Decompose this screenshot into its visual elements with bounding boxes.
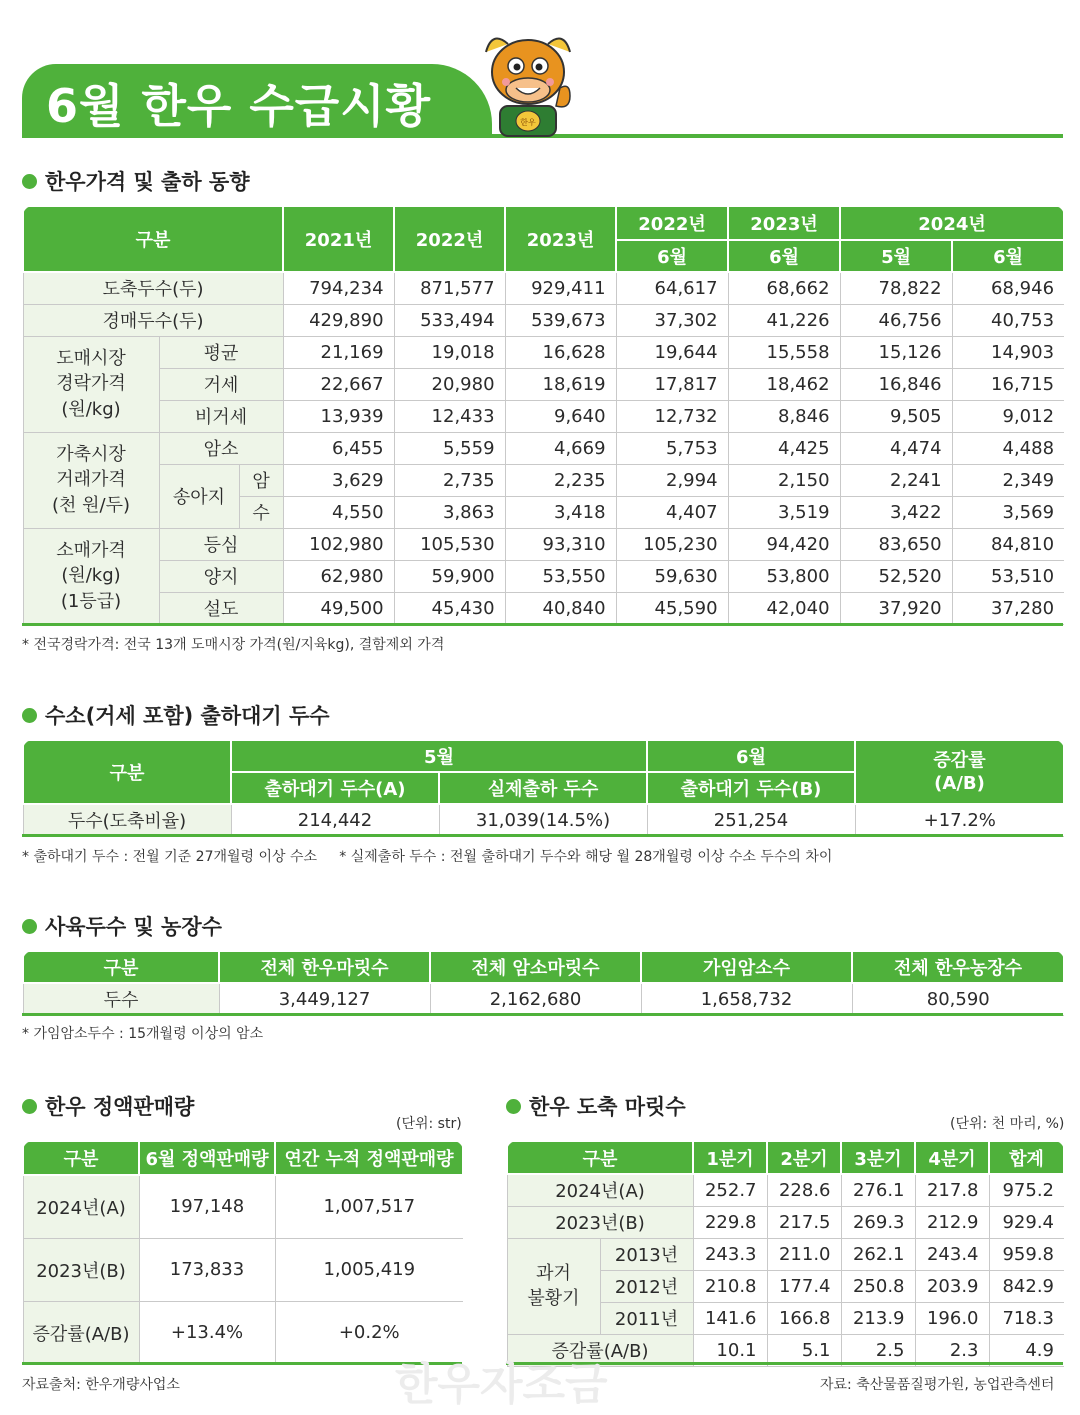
bullet-dot-icon — [22, 919, 37, 934]
table-row — [23, 592, 1064, 624]
table-cell: 19,018 — [394, 336, 505, 368]
table-bottom-rule — [22, 623, 1063, 626]
table-cell: 37,302 — [616, 304, 728, 336]
table-cell: 41,226 — [728, 304, 840, 336]
table-cell: 93,310 — [505, 528, 616, 560]
table-cell: 2,235 — [505, 464, 616, 496]
table-cell: 959.8 — [989, 1238, 1064, 1270]
table-row — [23, 528, 1064, 560]
table-cell: 52,520 — [840, 560, 952, 592]
table-cell: 송아지 — [159, 464, 239, 528]
table-header-cell: 2022년 — [616, 206, 728, 240]
table-cell: 평균 — [159, 336, 283, 368]
table-header-cell: 5월 — [840, 240, 952, 272]
table-cell: 539,673 — [505, 304, 616, 336]
table-row — [23, 400, 1064, 432]
table-cell: 거세 — [159, 368, 283, 400]
table-cell: 871,577 — [394, 272, 505, 304]
table-cell: 9,640 — [505, 400, 616, 432]
table-cell: 14,903 — [952, 336, 1064, 368]
section-semen-sales-heading: 한우 정액판매량 — [22, 1091, 194, 1121]
table-cell: 3,418 — [505, 496, 616, 528]
table-cell: 6,455 — [283, 432, 394, 464]
table-cell: 40,840 — [505, 592, 616, 624]
table-bottom-rule — [22, 834, 1063, 837]
table-header-cell: 2024년 — [840, 206, 1064, 240]
table-row — [507, 1174, 1064, 1206]
table-cell: 22,667 — [283, 368, 394, 400]
table-cell: 18,462 — [728, 368, 840, 400]
table-cell: 37,920 — [840, 592, 952, 624]
table-cell: 3,519 — [728, 496, 840, 528]
table-cell: 102,980 — [283, 528, 394, 560]
table-header-cell: 2023년 — [505, 206, 616, 272]
table-cell: 2,162,680 — [430, 983, 641, 1015]
table-cell: 251,254 — [647, 804, 855, 836]
table-cell: 262.1 — [841, 1238, 915, 1270]
table-cell: 975.2 — [989, 1174, 1064, 1206]
table-row — [23, 560, 1064, 592]
table-cell: 3,449,127 — [219, 983, 430, 1015]
table-cell: 4,488 — [952, 432, 1064, 464]
table-cell: 794,234 — [283, 272, 394, 304]
bull-waiting-table — [22, 739, 1065, 837]
table-cell: 196.0 — [915, 1302, 989, 1334]
table-cell: +0.2% — [275, 1301, 463, 1364]
table-cell: 16,715 — [952, 368, 1064, 400]
table-cell: 4,407 — [616, 496, 728, 528]
table-cell: 2.5 — [841, 1334, 915, 1366]
bull-table-note: * 출하대기 두수 : 전월 기준 27개월령 이상 수소 * 실제출하 두수 : 전월 출하대기 두수와 해당 월 28개월령 이상 수소 두수의 차이 — [22, 849, 833, 865]
table-header-cell: 증감률 (A/B) — [855, 740, 1064, 804]
table-cell: 2.3 — [915, 1334, 989, 1366]
price-table-note: * 전국경락가격: 전국 13개 도매시장 가격(원/지육kg), 결함제외 가격 — [22, 637, 445, 653]
table-row — [507, 1206, 1064, 1238]
table-header-cell: 전체 한우마릿수 — [219, 951, 430, 983]
table-cell: 2023년(B) — [23, 1238, 139, 1301]
svg-text:한우: 한우 — [520, 118, 536, 127]
table-cell: 도축두수(두) — [23, 272, 283, 304]
table-cell: 4,425 — [728, 432, 840, 464]
section-bull-waiting-heading: 수소(거세 포함) 출하대기 두수 — [22, 700, 330, 730]
table-cell: 252.7 — [693, 1174, 767, 1206]
table-row — [23, 983, 1064, 1015]
table-header-cell: 연간 누적 정액판매량 — [275, 1141, 463, 1175]
table-cell: 212.9 — [915, 1206, 989, 1238]
table-cell: 3,629 — [283, 464, 394, 496]
table-cell: 173,833 — [139, 1238, 275, 1301]
table-cell: 4.9 — [989, 1334, 1064, 1366]
table-cell: 2024년(A) — [507, 1174, 693, 1206]
table-bottom-rule — [22, 1013, 1063, 1016]
page-title: 6월 한우 수급시황 — [46, 79, 432, 133]
table-cell: 10.1 — [693, 1334, 767, 1366]
table-cell: 211.0 — [767, 1238, 841, 1270]
table-cell: 429,890 — [283, 304, 394, 336]
slaughter-unit: (단위: 천 마리, %) — [950, 1116, 1065, 1132]
table-cell: 수 — [239, 496, 283, 528]
semen-source: 자료출처: 한우개량사업소 — [22, 1377, 180, 1393]
table-cell: 842.9 — [989, 1270, 1064, 1302]
table-header-cell: 5월 — [231, 740, 647, 772]
table-cell: 증감률(A/B) — [507, 1334, 693, 1366]
table-cell: 두수 — [23, 983, 219, 1015]
table-cell: 1,005,419 — [275, 1238, 463, 1301]
table-row — [23, 1238, 463, 1301]
table-cell: 68,662 — [728, 272, 840, 304]
table-cell: 등심 — [159, 528, 283, 560]
table-cell: 40,753 — [952, 304, 1064, 336]
table-cell: 45,430 — [394, 592, 505, 624]
table-cell: 59,630 — [616, 560, 728, 592]
table-cell: 166.8 — [767, 1302, 841, 1334]
table-cell: 19,644 — [616, 336, 728, 368]
table-cell: 2013년 — [600, 1238, 693, 1270]
table-cell: 49,500 — [283, 592, 394, 624]
table-cell: 과거 불황기 — [507, 1238, 600, 1334]
table-cell: 37,280 — [952, 592, 1064, 624]
table-cell: 13,939 — [283, 400, 394, 432]
bullet-dot-icon — [22, 1099, 37, 1114]
table-cell: 59,900 — [394, 560, 505, 592]
table-row — [23, 368, 1064, 400]
table-header-cell: 3분기 — [841, 1141, 915, 1174]
table-cell: 2,150 — [728, 464, 840, 496]
table-header-cell: 실제출하 두수 — [439, 772, 647, 804]
table-cell: 9,505 — [840, 400, 952, 432]
table-cell: 80,590 — [852, 983, 1064, 1015]
table-row — [23, 432, 1064, 464]
table-cell: 1,007,517 — [275, 1175, 463, 1238]
table-cell: 18,619 — [505, 368, 616, 400]
table-header-cell: 4분기 — [915, 1141, 989, 1174]
table-cell: 21,169 — [283, 336, 394, 368]
table-cell: 105,230 — [616, 528, 728, 560]
table-cell: 45,590 — [616, 592, 728, 624]
table-header-cell: 6월 — [728, 240, 840, 272]
herd-farm-table — [22, 950, 1065, 1016]
section-herd-farm-heading: 사육두수 및 농장수 — [22, 911, 222, 941]
table-header-cell: 전체 암소마릿수 — [430, 951, 641, 983]
table-cell: 31,039(14.5%) — [439, 804, 647, 836]
table-cell: 4,669 — [505, 432, 616, 464]
table-cell: 12,433 — [394, 400, 505, 432]
table-cell: 암소 — [159, 432, 283, 464]
table-cell: 533,494 — [394, 304, 505, 336]
table-header-cell: 구분 — [23, 740, 231, 804]
table-header-cell: 2022년 — [394, 206, 505, 272]
table-cell: 15,558 — [728, 336, 840, 368]
bullet-dot-icon — [22, 174, 37, 189]
table-cell: 양지 — [159, 560, 283, 592]
table-header-cell: 합계 — [989, 1141, 1064, 1174]
table-cell: 217.8 — [915, 1174, 989, 1206]
table-cell: 53,510 — [952, 560, 1064, 592]
table-header-cell: 2023년 — [728, 206, 840, 240]
table-cell: 경매두수(두) — [23, 304, 283, 336]
table-cell: 42,040 — [728, 592, 840, 624]
table-cell: 68,946 — [952, 272, 1064, 304]
table-cell: 5.1 — [767, 1334, 841, 1366]
table-cell: 비거세 — [159, 400, 283, 432]
cow-mascot-icon — [478, 26, 578, 138]
table-header-cell: 출하대기 두수(B) — [647, 772, 855, 804]
table-cell: 3,863 — [394, 496, 505, 528]
table-cell: 15,126 — [840, 336, 952, 368]
table-cell: 228.6 — [767, 1174, 841, 1206]
table-cell: 276.1 — [841, 1174, 915, 1206]
table-cell: 8,846 — [728, 400, 840, 432]
table-cell: 94,420 — [728, 528, 840, 560]
table-cell: 105,530 — [394, 528, 505, 560]
table-cell: 203.9 — [915, 1270, 989, 1302]
table-row — [23, 804, 1064, 836]
table-cell: 소매가격 (원/kg) (1등급) — [23, 528, 159, 624]
table-cell: +17.2% — [855, 804, 1064, 836]
table-cell: 84,810 — [952, 528, 1064, 560]
table-header-cell: 구분 — [507, 1141, 693, 1174]
table-cell: 증감률(A/B) — [23, 1301, 139, 1364]
watermark-logo: 한우자조금 — [395, 1359, 608, 1410]
table-header-cell: 가임암소수 — [641, 951, 852, 983]
table-cell: 177.4 — [767, 1270, 841, 1302]
table-cell: 2,241 — [840, 464, 952, 496]
table-cell: 62,980 — [283, 560, 394, 592]
table-header-cell: 출하대기 두수(A) — [231, 772, 439, 804]
table-cell: 929.4 — [989, 1206, 1064, 1238]
table-cell: 16,846 — [840, 368, 952, 400]
table-header-cell: 전체 한우농장수 — [852, 951, 1064, 983]
table-cell: 141.6 — [693, 1302, 767, 1334]
table-header-cell: 6월 — [647, 740, 855, 772]
semen-unit: (단위: str) — [396, 1116, 462, 1132]
table-cell: 설도 — [159, 592, 283, 624]
bullet-dot-icon — [506, 1099, 521, 1114]
table-cell: 20,980 — [394, 368, 505, 400]
table-cell: 암 — [239, 464, 283, 496]
table-cell: 718.3 — [989, 1302, 1064, 1334]
price-shipping-table — [22, 205, 1065, 625]
table-cell: 4,474 — [840, 432, 952, 464]
table-header-cell: 6월 정액판매량 — [139, 1141, 275, 1175]
table-row — [23, 304, 1064, 336]
section-slaughter-count-heading: 한우 도축 마릿수 — [506, 1091, 686, 1121]
table-header-cell: 6월 — [952, 240, 1064, 272]
table-cell: 217.5 — [767, 1206, 841, 1238]
table-cell: 53,800 — [728, 560, 840, 592]
table-cell: 5,753 — [616, 432, 728, 464]
table-header-cell: 구분 — [23, 1141, 139, 1175]
table-cell: 도매시장 경락가격 (원/kg) — [23, 336, 159, 432]
table-header-cell: 6월 — [616, 240, 728, 272]
table-cell: 2,349 — [952, 464, 1064, 496]
table-cell: 53,550 — [505, 560, 616, 592]
table-cell: 2,994 — [616, 464, 728, 496]
table-cell: 3,569 — [952, 496, 1064, 528]
title-pill — [22, 64, 492, 138]
table-cell: 243.4 — [915, 1238, 989, 1270]
table-cell: 197,148 — [139, 1175, 275, 1238]
table-header-cell: 2분기 — [767, 1141, 841, 1174]
bullet-dot-icon — [22, 708, 37, 723]
table-cell: 3,422 — [840, 496, 952, 528]
table-cell: 2011년 — [600, 1302, 693, 1334]
table-row — [23, 272, 1064, 304]
table-cell: 83,650 — [840, 528, 952, 560]
table-cell: 64,617 — [616, 272, 728, 304]
table-cell: 2023년(B) — [507, 1206, 693, 1238]
table-cell: 2024년(A) — [23, 1175, 139, 1238]
table-cell: 5,559 — [394, 432, 505, 464]
table-cell: 1,658,732 — [641, 983, 852, 1015]
table-cell: 12,732 — [616, 400, 728, 432]
table-header-cell: 구분 — [23, 206, 283, 272]
table-header-cell: 구분 — [23, 951, 219, 983]
table-cell: 250.8 — [841, 1270, 915, 1302]
table-cell: 9,012 — [952, 400, 1064, 432]
table-cell: 78,822 — [840, 272, 952, 304]
table-cell: 두수(도축비율) — [23, 804, 231, 836]
table-cell: 210.8 — [693, 1270, 767, 1302]
table-row — [507, 1238, 1064, 1270]
table-row — [23, 464, 1064, 496]
slaughter-source: 자료: 축산물품질평가원, 농업관측센터 — [820, 1377, 1055, 1393]
table-cell: 2,735 — [394, 464, 505, 496]
table-cell: 213.9 — [841, 1302, 915, 1334]
slaughter-count-table — [506, 1140, 1065, 1367]
table-cell: 229.8 — [693, 1206, 767, 1238]
section-price-shipping-heading: 한우가격 및 출하 동향 — [22, 166, 250, 196]
table-cell: 214,442 — [231, 804, 439, 836]
table-header-cell: 1분기 — [693, 1141, 767, 1174]
table-cell: 17,817 — [616, 368, 728, 400]
table-cell: 243.3 — [693, 1238, 767, 1270]
table-cell: 929,411 — [505, 272, 616, 304]
table-cell: 16,628 — [505, 336, 616, 368]
table-cell: 46,756 — [840, 304, 952, 336]
table-header-cell: 2021년 — [283, 206, 394, 272]
table-cell: +13.4% — [139, 1301, 275, 1364]
table-cell: 4,550 — [283, 496, 394, 528]
table-cell: 가축시장 거래가격 (천 원/두) — [23, 432, 159, 528]
semen-sales-table — [22, 1140, 464, 1365]
table-row — [23, 1175, 463, 1238]
table-cell: 2012년 — [600, 1270, 693, 1302]
herd-table-note: * 가임암소두수 : 15개월령 이상의 암소 — [22, 1026, 264, 1042]
table-row — [23, 336, 1064, 368]
table-cell: 269.3 — [841, 1206, 915, 1238]
